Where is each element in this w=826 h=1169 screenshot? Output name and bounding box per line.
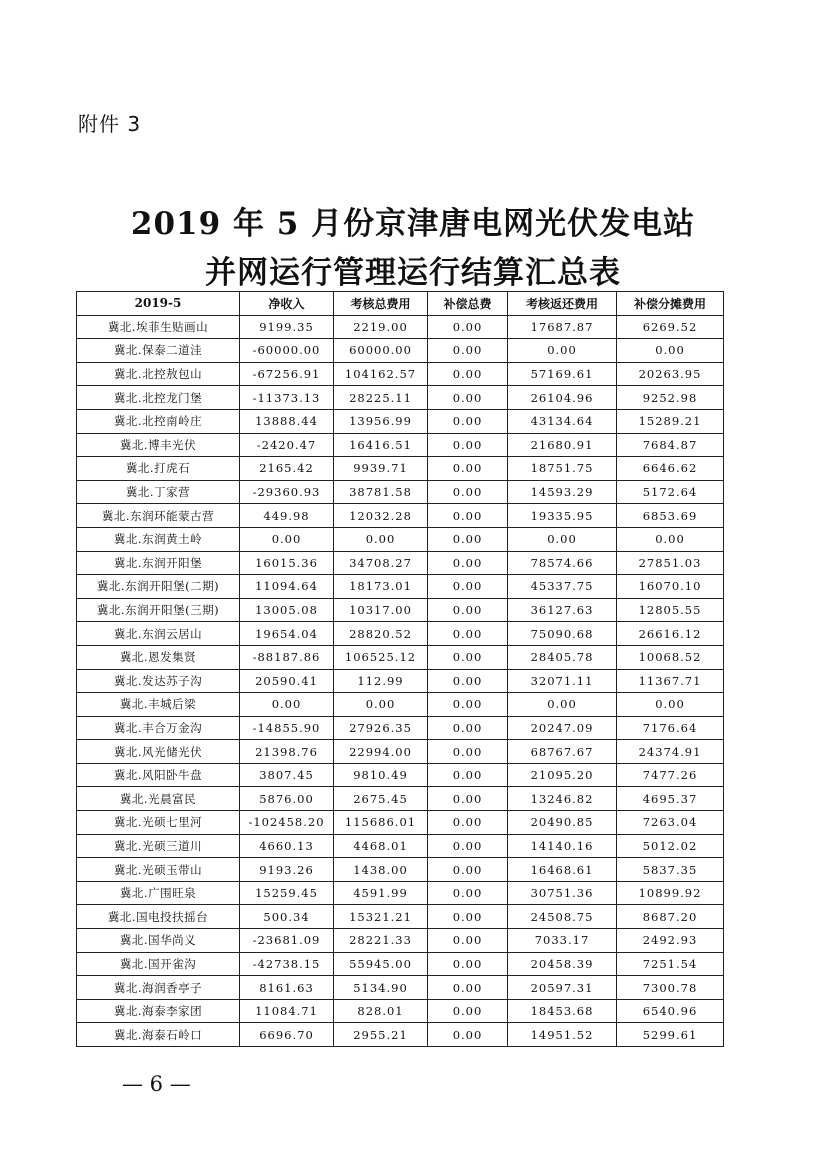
value-cell: 2492.93 (617, 929, 724, 953)
value-cell: 10899.92 (617, 881, 724, 905)
value-cell: 2675.45 (334, 787, 428, 811)
value-cell: -102458.20 (240, 811, 334, 835)
column-header-compensation-total: 补偿总费 (428, 292, 508, 316)
table-row (77, 881, 724, 905)
value-cell: 0.00 (240, 693, 334, 717)
value-cell: 13005.08 (240, 598, 334, 622)
table-row (77, 669, 724, 693)
station-name-cell: 冀北.光硕七里河 (77, 811, 240, 835)
table-row (77, 952, 724, 976)
value-cell: 21095.20 (508, 763, 617, 787)
station-name-cell: 冀北.发达苏子沟 (77, 669, 240, 693)
station-name-cell: 冀北.保泰二道洼 (77, 339, 240, 363)
value-cell: 9810.49 (334, 763, 428, 787)
table-row (77, 834, 724, 858)
value-cell: 0.00 (428, 622, 508, 646)
value-cell: 7251.54 (617, 952, 724, 976)
value-cell: 17687.87 (508, 315, 617, 339)
value-cell: 2165.42 (240, 457, 334, 481)
value-cell: -2420.47 (240, 433, 334, 457)
value-cell: 0.00 (428, 433, 508, 457)
value-cell: 0.00 (428, 693, 508, 717)
value-cell: 11084.71 (240, 999, 334, 1023)
value-cell: 75090.68 (508, 622, 617, 646)
value-cell: 7684.87 (617, 433, 724, 457)
table-row (77, 433, 724, 457)
value-cell: 13888.44 (240, 409, 334, 433)
settlement-summary-table (76, 291, 724, 1047)
value-cell: 34708.27 (334, 551, 428, 575)
value-cell: 24374.91 (617, 740, 724, 764)
value-cell: 0.00 (428, 834, 508, 858)
value-cell: 6540.96 (617, 999, 724, 1023)
value-cell: 2219.00 (334, 315, 428, 339)
value-cell: 0.00 (334, 527, 428, 551)
station-name-cell: 冀北.光晨富民 (77, 787, 240, 811)
value-cell: 5134.90 (334, 976, 428, 1000)
station-name-cell: 冀北.光硕三道川 (77, 834, 240, 858)
value-cell: 38781.58 (334, 480, 428, 504)
value-cell: 0.00 (428, 386, 508, 410)
value-cell: 4660.13 (240, 834, 334, 858)
value-cell: 0.00 (428, 645, 508, 669)
table-row (77, 645, 724, 669)
value-cell: 9252.98 (617, 386, 724, 410)
value-cell: 0.00 (428, 976, 508, 1000)
value-cell: 43134.64 (508, 409, 617, 433)
value-cell: 14140.16 (508, 834, 617, 858)
value-cell: 0.00 (617, 693, 724, 717)
value-cell: 13956.99 (334, 409, 428, 433)
value-cell: 500.34 (240, 905, 334, 929)
column-header-period: 2019-5 (77, 292, 240, 316)
column-header-assessment-total: 考核总费用 (334, 292, 428, 316)
value-cell: 15289.21 (617, 409, 724, 433)
value-cell: 0.00 (428, 527, 508, 551)
page-title-line-2: 并网运行管理运行结算汇总表 (205, 255, 621, 291)
value-cell: 106525.12 (334, 645, 428, 669)
value-cell: 27851.03 (617, 551, 724, 575)
table-row (77, 457, 724, 481)
value-cell: -42738.15 (240, 952, 334, 976)
table-row (77, 339, 724, 363)
value-cell: 20490.85 (508, 811, 617, 835)
value-cell: 115686.01 (334, 811, 428, 835)
value-cell: 7263.04 (617, 811, 724, 835)
value-cell: 18751.75 (508, 457, 617, 481)
value-cell: 5299.61 (617, 1023, 724, 1047)
value-cell: 5837.35 (617, 858, 724, 882)
table-header-row (77, 292, 724, 316)
value-cell: 0.00 (428, 881, 508, 905)
value-cell: 0.00 (334, 693, 428, 717)
value-cell: 27926.35 (334, 716, 428, 740)
value-cell: 68767.67 (508, 740, 617, 764)
value-cell: 19335.95 (508, 504, 617, 528)
value-cell: 0.00 (428, 362, 508, 386)
table-row (77, 1023, 724, 1047)
value-cell: -60000.00 (240, 339, 334, 363)
table-row (77, 480, 724, 504)
station-name-cell: 冀北.风光储光伏 (77, 740, 240, 764)
value-cell: 20263.95 (617, 362, 724, 386)
value-cell: -23681.09 (240, 929, 334, 953)
value-cell: 6269.52 (617, 315, 724, 339)
value-cell: 14951.52 (508, 1023, 617, 1047)
station-name-cell: 冀北.广围旺泉 (77, 881, 240, 905)
value-cell: 9193.26 (240, 858, 334, 882)
page-number: — 6 — (122, 1072, 191, 1096)
value-cell: 449.98 (240, 504, 334, 528)
value-cell: 0.00 (428, 669, 508, 693)
station-name-cell: 冀北.东润黄土岭 (77, 527, 240, 551)
value-cell: 18173.01 (334, 575, 428, 599)
station-name-cell: 冀北.东润开阳堡 (77, 551, 240, 575)
station-name-cell: 冀北.东润开阳堡(二期) (77, 575, 240, 599)
value-cell: 6646.62 (617, 457, 724, 481)
value-cell: 16416.51 (334, 433, 428, 457)
value-cell: 28405.78 (508, 645, 617, 669)
table-row (77, 693, 724, 717)
value-cell: 7300.78 (617, 976, 724, 1000)
station-name-cell: 冀北.海润香亭子 (77, 976, 240, 1000)
value-cell: 5876.00 (240, 787, 334, 811)
value-cell: 13246.82 (508, 787, 617, 811)
value-cell: 8161.63 (240, 976, 334, 1000)
value-cell: 0.00 (428, 575, 508, 599)
value-cell: 0.00 (428, 763, 508, 787)
station-name-cell: 冀北.海泰李家团 (77, 999, 240, 1023)
station-name-cell: 冀北.北控敖包山 (77, 362, 240, 386)
table-row (77, 504, 724, 528)
table-body (77, 315, 724, 1046)
table-row (77, 527, 724, 551)
value-cell: 36127.63 (508, 598, 617, 622)
table-row (77, 858, 724, 882)
value-cell: 0.00 (428, 905, 508, 929)
value-cell: 0.00 (508, 527, 617, 551)
value-cell: 20590.41 (240, 669, 334, 693)
value-cell: 0.00 (428, 339, 508, 363)
value-cell: 19654.04 (240, 622, 334, 646)
value-cell: 21398.76 (240, 740, 334, 764)
value-cell: 9199.35 (240, 315, 334, 339)
column-header-compensation-share: 补偿分摊费用 (617, 292, 724, 316)
station-name-cell: 冀北.国开雀沟 (77, 952, 240, 976)
station-name-cell: 冀北.丰城后梁 (77, 693, 240, 717)
value-cell: 32071.11 (508, 669, 617, 693)
value-cell: 0.00 (508, 339, 617, 363)
attachment-label: 附件 3 (78, 112, 142, 136)
value-cell: 7477.26 (617, 763, 724, 787)
value-cell: 828.01 (334, 999, 428, 1023)
value-cell: 28820.52 (334, 622, 428, 646)
value-cell: 104162.57 (334, 362, 428, 386)
value-cell: 112.99 (334, 669, 428, 693)
station-name-cell: 冀北.国电投扶摇台 (77, 905, 240, 929)
value-cell: 0.00 (428, 999, 508, 1023)
table-row (77, 362, 724, 386)
value-cell: 0.00 (428, 598, 508, 622)
value-cell: 2955.21 (334, 1023, 428, 1047)
value-cell: 26616.12 (617, 622, 724, 646)
table-row (77, 999, 724, 1023)
value-cell: 15321.21 (334, 905, 428, 929)
value-cell: 0.00 (428, 480, 508, 504)
value-cell: 4695.37 (617, 787, 724, 811)
value-cell: -29360.93 (240, 480, 334, 504)
table-row (77, 622, 724, 646)
column-header-assessment-refund: 考核返还费用 (508, 292, 617, 316)
value-cell: 20247.09 (508, 716, 617, 740)
value-cell: 4591.99 (334, 881, 428, 905)
table-row (77, 787, 724, 811)
value-cell: 78574.66 (508, 551, 617, 575)
value-cell: 6853.69 (617, 504, 724, 528)
value-cell: 0.00 (428, 409, 508, 433)
value-cell: 0.00 (428, 1023, 508, 1047)
value-cell: -11373.13 (240, 386, 334, 410)
value-cell: 16015.36 (240, 551, 334, 575)
value-cell: 0.00 (617, 527, 724, 551)
value-cell: 10317.00 (334, 598, 428, 622)
value-cell: 0.00 (428, 787, 508, 811)
value-cell: 55945.00 (334, 952, 428, 976)
table-row (77, 763, 724, 787)
table-row (77, 740, 724, 764)
station-name-cell: 冀北.风阳卧牛盘 (77, 763, 240, 787)
table-row (77, 929, 724, 953)
value-cell: 28225.11 (334, 386, 428, 410)
value-cell: 14593.29 (508, 480, 617, 504)
value-cell: 0.00 (428, 952, 508, 976)
table-row (77, 905, 724, 929)
value-cell: 11094.64 (240, 575, 334, 599)
value-cell: 1438.00 (334, 858, 428, 882)
station-name-cell: 冀北.东润环能蒙古营 (77, 504, 240, 528)
value-cell: -14855.90 (240, 716, 334, 740)
table-row (77, 551, 724, 575)
value-cell: 0.00 (508, 693, 617, 717)
value-cell: 9939.71 (334, 457, 428, 481)
table-row (77, 409, 724, 433)
value-cell: 0.00 (428, 740, 508, 764)
value-cell: 12032.28 (334, 504, 428, 528)
station-name-cell: 冀北.国华尚义 (77, 929, 240, 953)
table-row (77, 315, 724, 339)
value-cell: 12805.55 (617, 598, 724, 622)
table-row (77, 976, 724, 1000)
value-cell: 5012.02 (617, 834, 724, 858)
value-cell: -67256.91 (240, 362, 334, 386)
page-title-line-1: 2019 年 5 月份京津唐电网光伏发电站 (130, 206, 696, 242)
table-row (77, 716, 724, 740)
table-row (77, 575, 724, 599)
value-cell: 0.00 (428, 504, 508, 528)
column-header-net-income: 净收入 (240, 292, 334, 316)
value-cell: 45337.75 (508, 575, 617, 599)
value-cell: 18453.68 (508, 999, 617, 1023)
value-cell: 28221.33 (334, 929, 428, 953)
value-cell: 10068.52 (617, 645, 724, 669)
value-cell: 21680.91 (508, 433, 617, 457)
station-name-cell: 冀北.恩发集贤 (77, 645, 240, 669)
value-cell: 0.00 (428, 551, 508, 575)
station-name-cell: 冀北.博丰光伏 (77, 433, 240, 457)
station-name-cell: 冀北.北控龙门堡 (77, 386, 240, 410)
station-name-cell: 冀北.光硕玉带山 (77, 858, 240, 882)
station-name-cell: 冀北.海泰石岭口 (77, 1023, 240, 1047)
value-cell: 20458.39 (508, 952, 617, 976)
value-cell: 6696.70 (240, 1023, 334, 1047)
value-cell: 0.00 (428, 457, 508, 481)
value-cell: 57169.61 (508, 362, 617, 386)
value-cell: 0.00 (428, 929, 508, 953)
table-row (77, 811, 724, 835)
value-cell: 0.00 (428, 315, 508, 339)
value-cell: 5172.64 (617, 480, 724, 504)
station-name-cell: 冀北.北控南岭庄 (77, 409, 240, 433)
table-row (77, 598, 724, 622)
value-cell: 16070.10 (617, 575, 724, 599)
value-cell: 0.00 (617, 339, 724, 363)
station-name-cell: 冀北.丰合万金沟 (77, 716, 240, 740)
value-cell: 0.00 (428, 716, 508, 740)
value-cell: 20597.31 (508, 976, 617, 1000)
value-cell: 16468.61 (508, 858, 617, 882)
value-cell: -88187.86 (240, 645, 334, 669)
value-cell: 7176.64 (617, 716, 724, 740)
value-cell: 3807.45 (240, 763, 334, 787)
table-row (77, 386, 724, 410)
value-cell: 30751.36 (508, 881, 617, 905)
value-cell: 0.00 (240, 527, 334, 551)
station-name-cell: 冀北.埃菲生贴画山 (77, 315, 240, 339)
station-name-cell: 冀北.东润云居山 (77, 622, 240, 646)
value-cell: 7033.17 (508, 929, 617, 953)
value-cell: 8687.20 (617, 905, 724, 929)
station-name-cell: 冀北.东润开阳堡(三期) (77, 598, 240, 622)
value-cell: 0.00 (428, 858, 508, 882)
station-name-cell: 冀北.打虎石 (77, 457, 240, 481)
value-cell: 0.00 (428, 811, 508, 835)
value-cell: 11367.71 (617, 669, 724, 693)
station-name-cell: 冀北.丁家营 (77, 480, 240, 504)
value-cell: 22994.00 (334, 740, 428, 764)
value-cell: 15259.45 (240, 881, 334, 905)
value-cell: 60000.00 (334, 339, 428, 363)
value-cell: 4468.01 (334, 834, 428, 858)
value-cell: 24508.75 (508, 905, 617, 929)
value-cell: 26104.96 (508, 386, 617, 410)
